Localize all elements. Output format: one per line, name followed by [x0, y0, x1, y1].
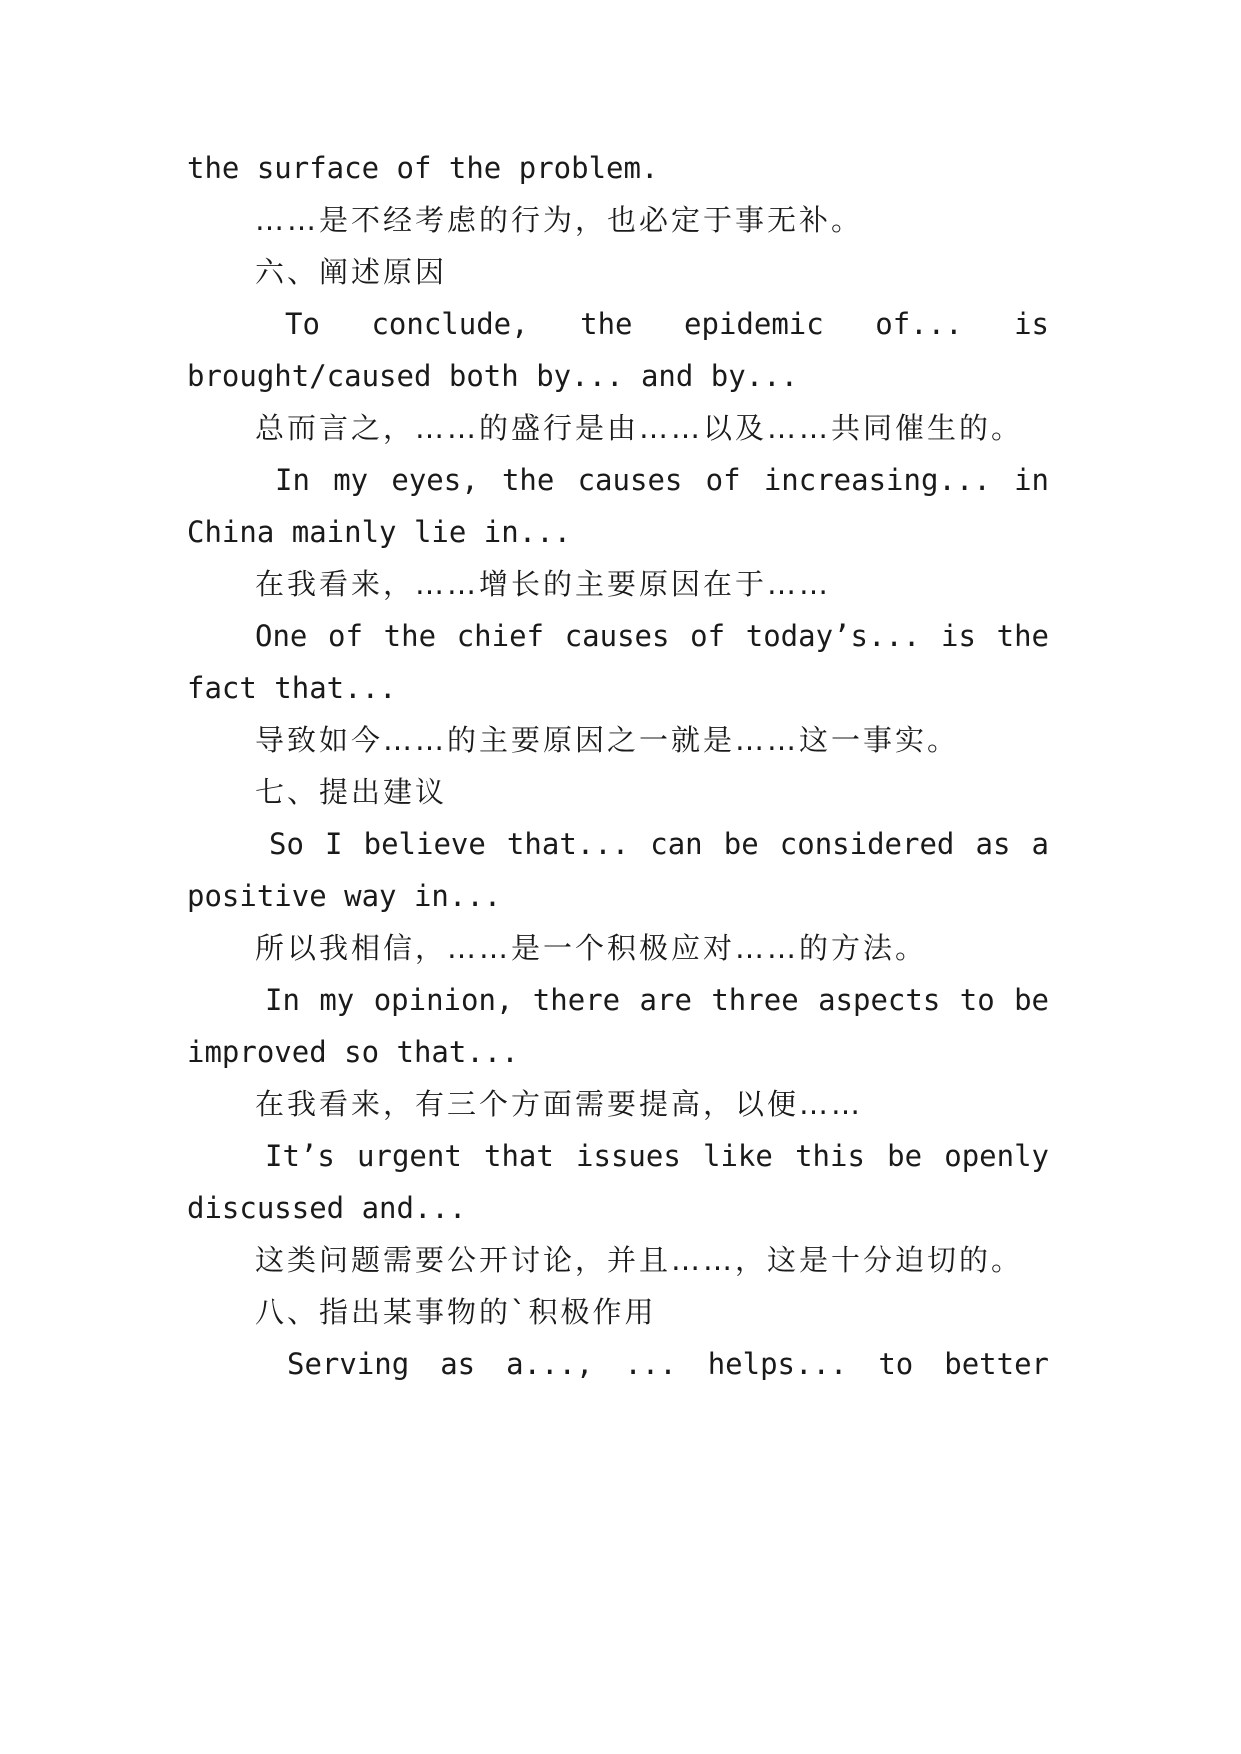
- text-line: In my eyes, the causes of increasing... in: [275, 463, 1049, 497]
- text-line: discussed and...: [187, 1191, 467, 1225]
- text-line: Serving as a..., ... helps... to better: [287, 1347, 1049, 1381]
- text-line: ……是不经考虑的行为，也必定于事无补。: [255, 203, 864, 237]
- text-line: positive way in...: [187, 879, 502, 913]
- text-line: One of the chief causes of today’s... is the: [255, 619, 1049, 653]
- section-heading: 六、阐述原因: [255, 255, 448, 289]
- text-line: 所以我相信，……是一个积极应对……的方法。: [255, 931, 928, 965]
- text-line: In my opinion, there are three aspects to be: [265, 983, 1049, 1017]
- text-line: It’s urgent that issues like this be openly: [265, 1139, 1049, 1173]
- text-line: 导致如今……的主要原因之一就是……这一事实。: [255, 723, 960, 757]
- text-line: So I believe that... can be considered as a: [269, 827, 1049, 861]
- text-line: China mainly lie in...: [187, 515, 572, 549]
- text-line: 在我看来，……增长的主要原因在于……: [255, 567, 832, 601]
- text-line: improved so that...: [187, 1035, 519, 1069]
- text-line: the surface of the problem.: [187, 151, 659, 185]
- text-line: fact that...: [187, 671, 397, 705]
- section-heading: 七、提出建议: [255, 775, 448, 809]
- text-line: brought/caused both by... and by...: [187, 359, 799, 393]
- section-heading: 八、指出某事物的`积极作用: [255, 1295, 657, 1329]
- text-line: 总而言之，……的盛行是由……以及……共同催生的。: [255, 411, 1024, 445]
- text-line: 这类问题需要公开讨论，并且……，这是十分迫切的。: [255, 1243, 1024, 1277]
- text-line: 在我看来，有三个方面需要提高，以便……: [255, 1087, 864, 1121]
- text-line: To conclude, the epidemic of... is: [285, 307, 1049, 341]
